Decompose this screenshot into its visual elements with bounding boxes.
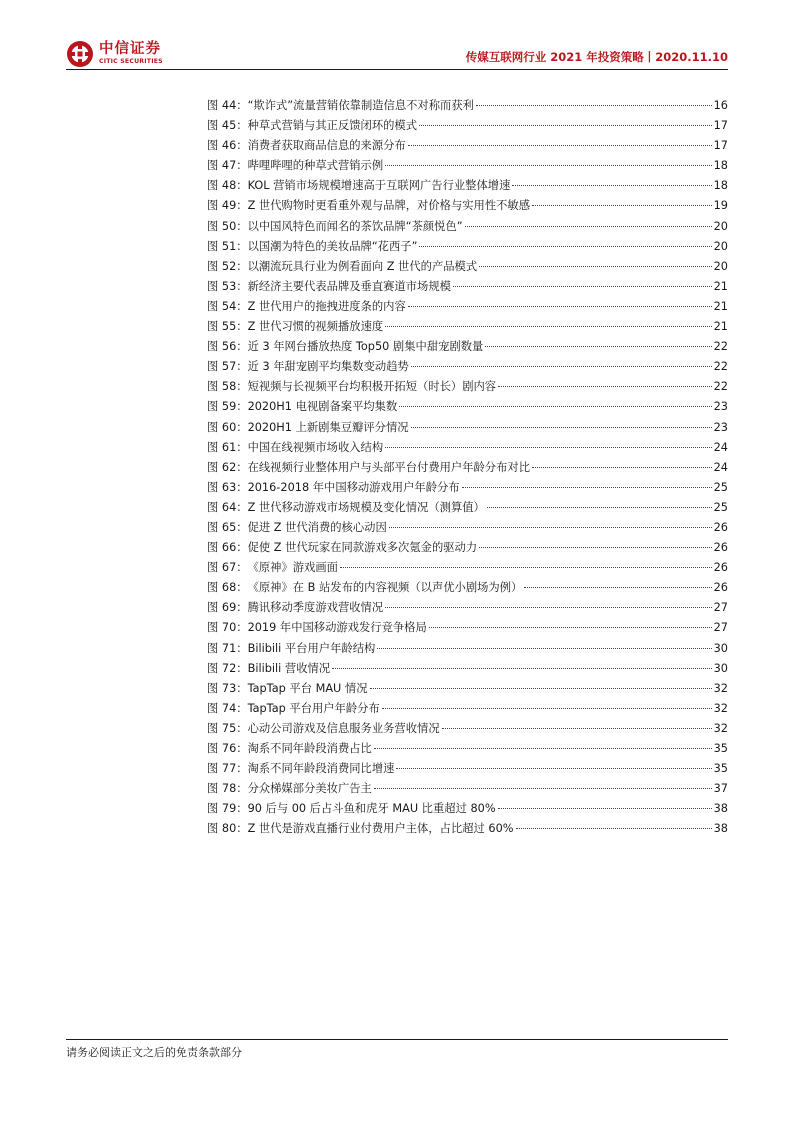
- toc-figure-label: 图 44：: [207, 99, 248, 112]
- citic-logo-icon: [66, 40, 94, 68]
- toc-dot-leader: [419, 125, 712, 126]
- toc-entry[interactable]: [207, 118, 728, 138]
- toc-dot-leader: [479, 266, 711, 267]
- toc-dot-leader: [382, 708, 712, 709]
- toc-entry[interactable]: [207, 540, 728, 560]
- toc-page-number: 22: [713, 380, 728, 394]
- toc-figure-title: 促进 Z 世代消费的核心动因: [247, 520, 387, 534]
- toc-entry[interactable]: [207, 460, 728, 480]
- toc-page-number: 20: [713, 219, 728, 233]
- toc-entry[interactable]: [207, 259, 728, 279]
- toc-entry[interactable]: [207, 279, 728, 299]
- toc-entry[interactable]: [207, 761, 728, 781]
- toc-entry[interactable]: [207, 520, 728, 540]
- toc-figure-label: 图 73：: [207, 681, 248, 695]
- toc-figure-title: Z 世代购物时更看重外观与品牌，对价格与实用性不敏感: [247, 199, 531, 213]
- toc-figure-label: 图 66：: [207, 541, 248, 555]
- toc-page-number: 26: [713, 581, 728, 595]
- toc-figure-label: 图 60：: [207, 420, 248, 434]
- toc-page-number: 26: [713, 520, 728, 534]
- toc-dot-leader: [385, 165, 711, 166]
- toc-entry[interactable]: [207, 379, 728, 399]
- toc-page-number: 22: [713, 360, 728, 374]
- toc-figure-label: 图 49：: [207, 199, 248, 213]
- toc-figure-title: Bilibili 平台用户年龄结构: [247, 641, 376, 655]
- toc-figure-label: 图 63：: [207, 480, 248, 494]
- header-divider: [66, 69, 728, 70]
- toc-dot-leader: [453, 286, 712, 287]
- toc-figure-label: 图 75：: [207, 721, 248, 735]
- toc-figure-title: 消费者获取商品信息的来源分布: [247, 139, 406, 153]
- toc-page-number: 20: [713, 239, 728, 253]
- toc-figure-title: 2019 年中国移动游戏发行竞争格局: [247, 621, 427, 635]
- toc-entry[interactable]: [207, 580, 728, 600]
- toc-figure-title: 心动公司游戏及信息服务业务营收情况: [247, 721, 440, 735]
- toc-dot-leader: [429, 627, 712, 628]
- toc-figure-title: TapTap 平台用户年龄分布: [247, 701, 380, 715]
- toc-entry[interactable]: [207, 178, 728, 198]
- toc-figure-label: 图 46：: [207, 139, 248, 153]
- toc-figure-title: Z 世代移动游戏市场规模及变化情况（测算值）: [247, 500, 485, 514]
- toc-figure-title: 以中国风特色而闻名的茶饮品牌“茶颜悦色”: [247, 219, 463, 233]
- toc-page-number: 32: [713, 721, 728, 735]
- figure-table-of-contents: [207, 98, 728, 841]
- toc-entry[interactable]: [207, 801, 728, 821]
- toc-figure-label: 图 76：: [207, 742, 248, 755]
- toc-figure-title: 以国潮为特色的美妆品牌“花西子”: [247, 239, 418, 253]
- toc-figure-title: 种草式营销与其正反馈闭环的模式: [247, 119, 418, 133]
- toc-figure-label: 图 64：: [207, 500, 248, 514]
- toc-page-number: 21: [713, 279, 728, 293]
- toc-figure-label: 图 71：: [207, 641, 248, 655]
- citic-securities-logo: [66, 40, 176, 70]
- toc-figure-label: 图 70：: [207, 621, 248, 635]
- toc-dot-leader: [419, 246, 711, 247]
- toc-figure-label: 图 77：: [207, 762, 248, 776]
- toc-page-number: 24: [713, 440, 728, 454]
- toc-figure-title: 分众梯媒部分美妆广告主: [247, 782, 372, 796]
- toc-figure-title: Z 世代是游戏直播行业付费用户主体，占比超过 60%: [247, 822, 514, 836]
- toc-page-number: 23: [713, 400, 728, 414]
- toc-figure-title: 《原神》在 B 站发布的内容视频（以声优小剧场为例）: [247, 581, 523, 595]
- toc-page-number: 26: [713, 561, 728, 575]
- toc-dot-leader: [385, 447, 711, 448]
- toc-entry[interactable]: [207, 399, 728, 419]
- toc-entry[interactable]: [207, 821, 728, 841]
- toc-dot-leader: [516, 828, 712, 829]
- toc-entry[interactable]: [207, 620, 728, 640]
- toc-figure-label: 图 69：: [207, 601, 248, 615]
- toc-entry[interactable]: [207, 319, 728, 339]
- toc-dot-leader: [385, 326, 711, 327]
- report-title: 传媒互联网行业 2021 年投资策略丨2020.11.10: [465, 50, 728, 64]
- toc-dot-leader: [385, 607, 711, 608]
- toc-figure-label: 图 79：: [207, 802, 248, 816]
- toc-figure-title: Z 世代习惯的视频播放速度: [247, 320, 384, 334]
- toc-entry[interactable]: [207, 299, 728, 319]
- toc-entry[interactable]: [207, 701, 728, 721]
- toc-dot-leader: [408, 145, 712, 146]
- toc-dot-leader: [479, 547, 711, 548]
- toc-figure-title: 2016-2018 年中国移动游戏用户年龄分布: [247, 480, 460, 494]
- toc-entry[interactable]: [207, 661, 728, 681]
- toc-page-number: 38: [713, 822, 728, 836]
- toc-entry[interactable]: [207, 721, 728, 741]
- toc-figure-label: 图 67：: [207, 561, 248, 575]
- toc-page-number: 23: [713, 420, 728, 434]
- toc-entry[interactable]: [207, 480, 728, 500]
- toc-entry[interactable]: [207, 781, 728, 801]
- toc-page-number: 37: [713, 782, 728, 796]
- logo-chinese-name: 中信证券: [99, 41, 161, 57]
- toc-dot-leader: [487, 507, 712, 508]
- toc-figure-label: 图 53：: [207, 279, 248, 293]
- toc-entry[interactable]: [207, 339, 728, 359]
- toc-page-number: 27: [713, 621, 728, 635]
- toc-entry[interactable]: [207, 641, 728, 661]
- toc-figure-title: “欺诈式”流量营销依靠制造信息不对称而获利: [247, 99, 474, 112]
- toc-figure-label: 图 47：: [207, 159, 248, 173]
- toc-figure-title: 近 3 年甜宠剧平均集数变动趋势: [247, 360, 409, 374]
- toc-dot-leader: [332, 668, 712, 669]
- toc-page-number: 19: [713, 199, 728, 213]
- toc-dot-leader: [498, 386, 712, 387]
- toc-page-number: 21: [713, 320, 728, 334]
- toc-page-number: 22: [713, 340, 728, 354]
- toc-figure-title: 淘系不同年龄段消费同比增速: [247, 762, 395, 776]
- toc-figure-title: 近 3 年网台播放热度 Top50 剧集中甜宠剧数量: [247, 340, 484, 354]
- toc-figure-label: 图 57：: [207, 360, 248, 374]
- toc-dot-leader: [389, 527, 712, 528]
- toc-figure-title: TapTap 平台 MAU 情况: [247, 681, 368, 695]
- toc-page-number: 25: [713, 480, 728, 494]
- toc-entry[interactable]: [207, 600, 728, 620]
- toc-figure-label: 图 72：: [207, 661, 248, 675]
- toc-dot-leader: [498, 808, 712, 809]
- toc-dot-leader: [485, 346, 711, 347]
- toc-dot-leader: [465, 226, 712, 227]
- toc-dot-leader: [370, 688, 712, 689]
- toc-page-number: 35: [713, 762, 728, 776]
- toc-figure-label: 图 48：: [207, 179, 248, 193]
- toc-figure-title: Bilibili 营收情况: [247, 661, 331, 675]
- toc-entry[interactable]: [207, 138, 728, 158]
- toc-page-number: 17: [713, 139, 728, 153]
- toc-figure-label: 图 51：: [207, 239, 248, 253]
- toc-figure-label: 图 65：: [207, 520, 248, 534]
- footer-disclaimer: 请务必阅读正文之后的免责条款部分: [66, 1046, 242, 1059]
- toc-entry[interactable]: [207, 440, 728, 460]
- toc-entry[interactable]: [207, 741, 728, 761]
- toc-dot-leader: [476, 105, 712, 106]
- toc-page-number: 21: [713, 299, 728, 313]
- toc-dot-leader: [374, 788, 712, 789]
- toc-page-number: 17: [713, 119, 728, 133]
- toc-page-number: 27: [713, 601, 728, 615]
- toc-entry[interactable]: [207, 681, 728, 701]
- toc-page-number: 25: [713, 500, 728, 514]
- toc-dot-leader: [377, 648, 711, 649]
- toc-figure-title: 2020H1 上新剧集豆瓣评分情况: [247, 420, 409, 434]
- toc-figure-label: 图 52：: [207, 259, 248, 273]
- toc-dot-leader: [512, 185, 711, 186]
- page-header: [66, 38, 728, 70]
- toc-figure-title: Z 世代用户的拖拽进度条的内容: [247, 299, 406, 313]
- toc-figure-label: 图 68：: [207, 581, 248, 595]
- toc-page-number: 16: [713, 99, 728, 112]
- toc-figure-title: 以潮流玩具行业为例看面向 Z 世代的产品模式: [247, 259, 478, 273]
- toc-page-number: 30: [713, 661, 728, 675]
- toc-page-number: 20: [713, 259, 728, 273]
- toc-page-number: 24: [713, 460, 728, 474]
- toc-entry[interactable]: [207, 239, 728, 259]
- toc-entry[interactable]: [207, 560, 728, 580]
- toc-figure-label: 图 59：: [207, 400, 248, 414]
- toc-dot-leader: [340, 567, 712, 568]
- toc-entry[interactable]: [207, 420, 728, 440]
- toc-figure-label: 图 74：: [207, 701, 248, 715]
- toc-page-number: 18: [713, 159, 728, 173]
- toc-figure-title: 在线视频行业整体用户与头部平台付费用户年龄分布对比: [247, 460, 530, 474]
- toc-dot-leader: [442, 728, 712, 729]
- toc-figure-title: 新经济主要代表品牌及垂直赛道市场规模: [247, 279, 451, 293]
- toc-page-number: 30: [713, 641, 728, 655]
- toc-dot-leader: [396, 768, 711, 769]
- toc-figure-label: 图 78：: [207, 782, 248, 796]
- toc-figure-label: 图 45：: [207, 119, 248, 133]
- toc-dot-leader: [374, 748, 712, 749]
- toc-entry[interactable]: [207, 98, 728, 118]
- toc-page-number: 18: [713, 179, 728, 193]
- toc-dot-leader: [399, 406, 711, 407]
- toc-figure-label: 图 80：: [207, 822, 248, 836]
- toc-dot-leader: [532, 467, 712, 468]
- footer-divider: [66, 1039, 728, 1040]
- toc-figure-label: 图 58：: [207, 380, 248, 394]
- toc-figure-label: 图 62：: [207, 460, 248, 474]
- toc-figure-title: 淘系不同年龄段消费占比: [247, 742, 372, 755]
- toc-page-number: 32: [713, 701, 728, 715]
- toc-entry[interactable]: [207, 158, 728, 178]
- toc-figure-title: 中国在线视频市场收入结构: [247, 440, 384, 454]
- toc-figure-title: 哔哩哔哩的种草式营销示例: [247, 159, 384, 173]
- toc-figure-label: 图 54：: [207, 299, 248, 313]
- toc-figure-title: 腾讯移动季度游戏营收情况: [247, 601, 384, 615]
- logo-english-name: CITIC SECURITIES: [99, 58, 163, 65]
- toc-entry[interactable]: [207, 500, 728, 520]
- toc-page-number: 35: [713, 742, 728, 755]
- toc-figure-label: 图 55：: [207, 320, 248, 334]
- toc-figure-title: 2020H1 电视剧备案平均集数: [247, 400, 398, 414]
- toc-figure-title: 促使 Z 世代玩家在同款游戏多次氪金的驱动力: [247, 541, 478, 555]
- toc-entry[interactable]: [207, 359, 728, 379]
- toc-figure-title: 90 后与 00 后占斗鱼和虎牙 MAU 比重超过 80%: [247, 802, 496, 816]
- toc-dot-leader: [532, 205, 712, 206]
- toc-dot-leader: [408, 306, 712, 307]
- toc-entry[interactable]: [207, 198, 728, 218]
- toc-figure-label: 图 50：: [207, 219, 248, 233]
- toc-entry[interactable]: [207, 219, 728, 239]
- toc-figure-title: 《原神》游戏画面: [247, 561, 338, 575]
- toc-figure-title: 短视频与长视频平台均积极开拓短（时长）剧内容: [247, 380, 497, 394]
- toc-figure-label: 图 56：: [207, 340, 248, 354]
- toc-dot-leader: [411, 427, 712, 428]
- toc-page-number: 38: [713, 802, 728, 816]
- toc-dot-leader: [411, 366, 712, 367]
- toc-figure-title: KOL 营销市场规模增速高于互联网广告行业整体增速: [247, 179, 511, 193]
- toc-dot-leader: [524, 587, 711, 588]
- toc-page-number: 32: [713, 681, 728, 695]
- toc-figure-label: 图 61：: [207, 440, 248, 454]
- toc-page-number: 26: [713, 541, 728, 555]
- toc-dot-leader: [462, 487, 712, 488]
